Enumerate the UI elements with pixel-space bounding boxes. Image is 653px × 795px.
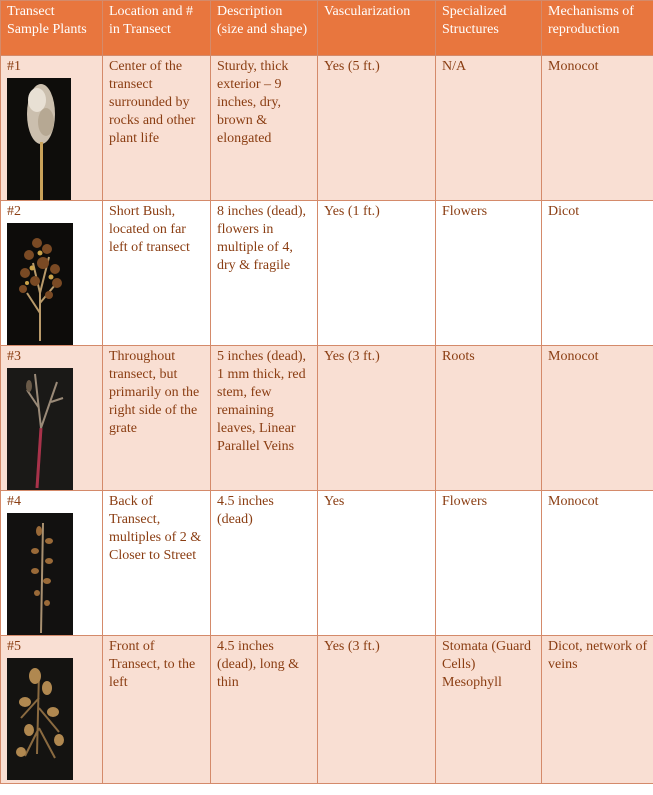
location-cell: Back of Transect, multiples of 2 & Closer to Street bbox=[103, 491, 211, 636]
header-row bbox=[1, 1, 653, 56]
table-row bbox=[1, 346, 653, 491]
reproduction-cell: Monocot bbox=[542, 56, 653, 201]
flowering-bush-icon bbox=[7, 223, 73, 345]
sample-number: #5 bbox=[7, 639, 21, 654]
sample-cell bbox=[1, 56, 103, 201]
vascularization-cell: Yes (1 ft.) bbox=[318, 201, 436, 346]
reproduction-cell: Monocot bbox=[542, 491, 653, 636]
sample-number: #2 bbox=[7, 204, 21, 219]
vascularization-cell: Yes (5 ft.) bbox=[318, 56, 436, 201]
location-cell: Short Bush, located on far left of transect bbox=[103, 201, 211, 346]
table-row bbox=[1, 636, 653, 784]
header-reproduction: Mechanisms of reproduction bbox=[542, 1, 653, 56]
table-row bbox=[1, 56, 653, 201]
sample-cell bbox=[1, 346, 103, 491]
reproduction-cell: Monocot bbox=[542, 346, 653, 491]
description-cell: 4.5 inches (dead), long & thin bbox=[211, 636, 318, 784]
header-vascularization: Vascularization bbox=[318, 1, 436, 56]
sample-number: #1 bbox=[7, 59, 21, 74]
location-cell: Throughout transect, but primarily on the right side of the grate bbox=[103, 346, 211, 491]
header-structures: Specialized Structures bbox=[436, 1, 542, 56]
dried-leafy-plant-icon bbox=[7, 658, 73, 780]
sample-cell bbox=[1, 201, 103, 346]
description-cell: 8 inches (dead), flowers in multiple of 4, dry & fragile bbox=[211, 201, 318, 346]
cattail-plant-icon bbox=[7, 78, 71, 200]
table-row bbox=[1, 201, 653, 346]
structures-cell: Stomata (Guard Cells) Mesophyll bbox=[436, 636, 542, 784]
location-cell: Front of Transect, to the left bbox=[103, 636, 211, 784]
structures-cell: N/A bbox=[436, 56, 542, 201]
dried-flower-stalk-icon bbox=[7, 513, 73, 635]
reproduction-cell: Dicot bbox=[542, 201, 653, 346]
location-cell: Center of the transect surrounded by rocks and other plant life bbox=[103, 56, 211, 201]
description-cell: Sturdy, thick exterior – 9 inches, dry, brown & elongated bbox=[211, 56, 318, 201]
vascularization-cell: Yes (3 ft.) bbox=[318, 346, 436, 491]
header-sample: Transect Sample Plants bbox=[1, 1, 103, 56]
description-cell: 5 inches (dead), 1 mm thick, red stem, few remaining leaves, Linear Parallel Veins bbox=[211, 346, 318, 491]
header-location: Location and # in Transect bbox=[103, 1, 211, 56]
sample-number: #3 bbox=[7, 349, 21, 364]
reproduction-cell: Dicot, network of veins bbox=[542, 636, 653, 784]
vascularization-cell: Yes bbox=[318, 491, 436, 636]
sample-cell bbox=[1, 636, 103, 784]
vascularization-cell: Yes (3 ft.) bbox=[318, 636, 436, 784]
table-row bbox=[1, 491, 653, 636]
structures-cell: Flowers bbox=[436, 201, 542, 346]
structures-cell: Flowers bbox=[436, 491, 542, 636]
header-description: Description (size and shape) bbox=[211, 1, 318, 56]
red-stem-twig-icon bbox=[7, 368, 73, 490]
sample-number: #4 bbox=[7, 494, 21, 509]
sample-cell bbox=[1, 491, 103, 636]
description-cell: 4.5 inches (dead) bbox=[211, 491, 318, 636]
structures-cell: Roots bbox=[436, 346, 542, 491]
